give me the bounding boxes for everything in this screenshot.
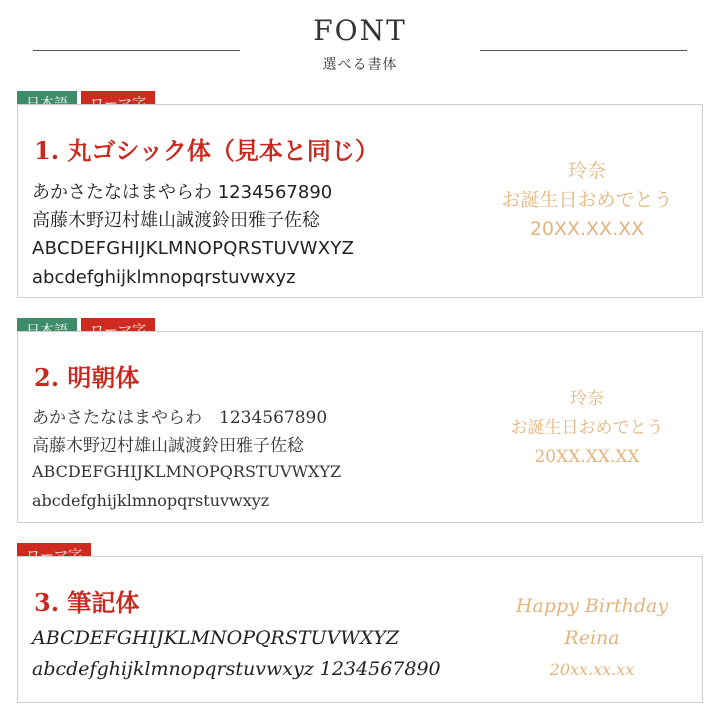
sample-line-uppercase: ABCDEFGHIJKLMNOPQRSTUVWXYZ bbox=[32, 627, 400, 649]
page-subtitle: 選べる書体 bbox=[322, 57, 398, 73]
font-option-script[interactable] bbox=[17, 556, 703, 703]
font-option-title: 1. 丸ゴシック体（見本と同じ） bbox=[34, 136, 379, 165]
sample-line-uppercase: ABCDEFGHIJKLMNOPQRSTUVWXYZ bbox=[32, 462, 342, 481]
page-title: FONT bbox=[313, 14, 407, 47]
sample-line-kanji: 高藤木野辺村雄山誠渡鈴田雅子佐稔 bbox=[32, 436, 304, 456]
sample-line-kana: あかさたなはまやらわ 1234567890 bbox=[32, 182, 333, 203]
preview-message: お誕生日おめでとう bbox=[501, 189, 673, 211]
sample-line-kanji: 高藤木野辺村雄山誠渡鈴田雅子佐稔 bbox=[32, 210, 320, 231]
preview-name: 玲奈 bbox=[567, 160, 606, 182]
sample-line-uppercase: ABCDEFGHIJKLMNOPQRSTUVWXYZ bbox=[32, 238, 355, 259]
sample-line-lowercase: abcdefghijklmnopqrstuvwxyz bbox=[32, 491, 270, 510]
preview-name: 玲奈 bbox=[570, 389, 604, 409]
preview-sample bbox=[482, 385, 692, 472]
font-option-title: 2. 明朝体 bbox=[34, 363, 140, 392]
preview-name: Reina bbox=[564, 627, 620, 649]
page-header bbox=[0, 0, 720, 90]
header-divider-left bbox=[33, 50, 240, 51]
preview-sample bbox=[482, 157, 692, 244]
header-divider-right bbox=[480, 50, 687, 51]
font-option-maru-gothic[interactable] bbox=[17, 104, 703, 298]
sample-line-lowercase: abcdefghijklmnopqrstuvwxyz bbox=[32, 267, 296, 288]
font-option-title: 3. 筆記体 bbox=[34, 588, 140, 617]
preview-date: 20xx.xx.xx bbox=[549, 660, 635, 679]
preview-message: Happy Birthday bbox=[515, 595, 669, 617]
sample-line-lowercase-digits: abcdefghijklmnopqrstuvwxyz 1234567890 bbox=[32, 658, 441, 680]
preview-sample bbox=[492, 590, 692, 686]
preview-date: 20XX.XX.XX bbox=[534, 447, 640, 467]
font-option-mincho[interactable] bbox=[17, 331, 703, 523]
preview-date: 20XX.XX.XX bbox=[529, 218, 645, 240]
sample-line-kana: あかさたなはまやらわ 1234567890 bbox=[32, 408, 328, 428]
preview-message: お誕生日おめでとう bbox=[510, 418, 664, 438]
